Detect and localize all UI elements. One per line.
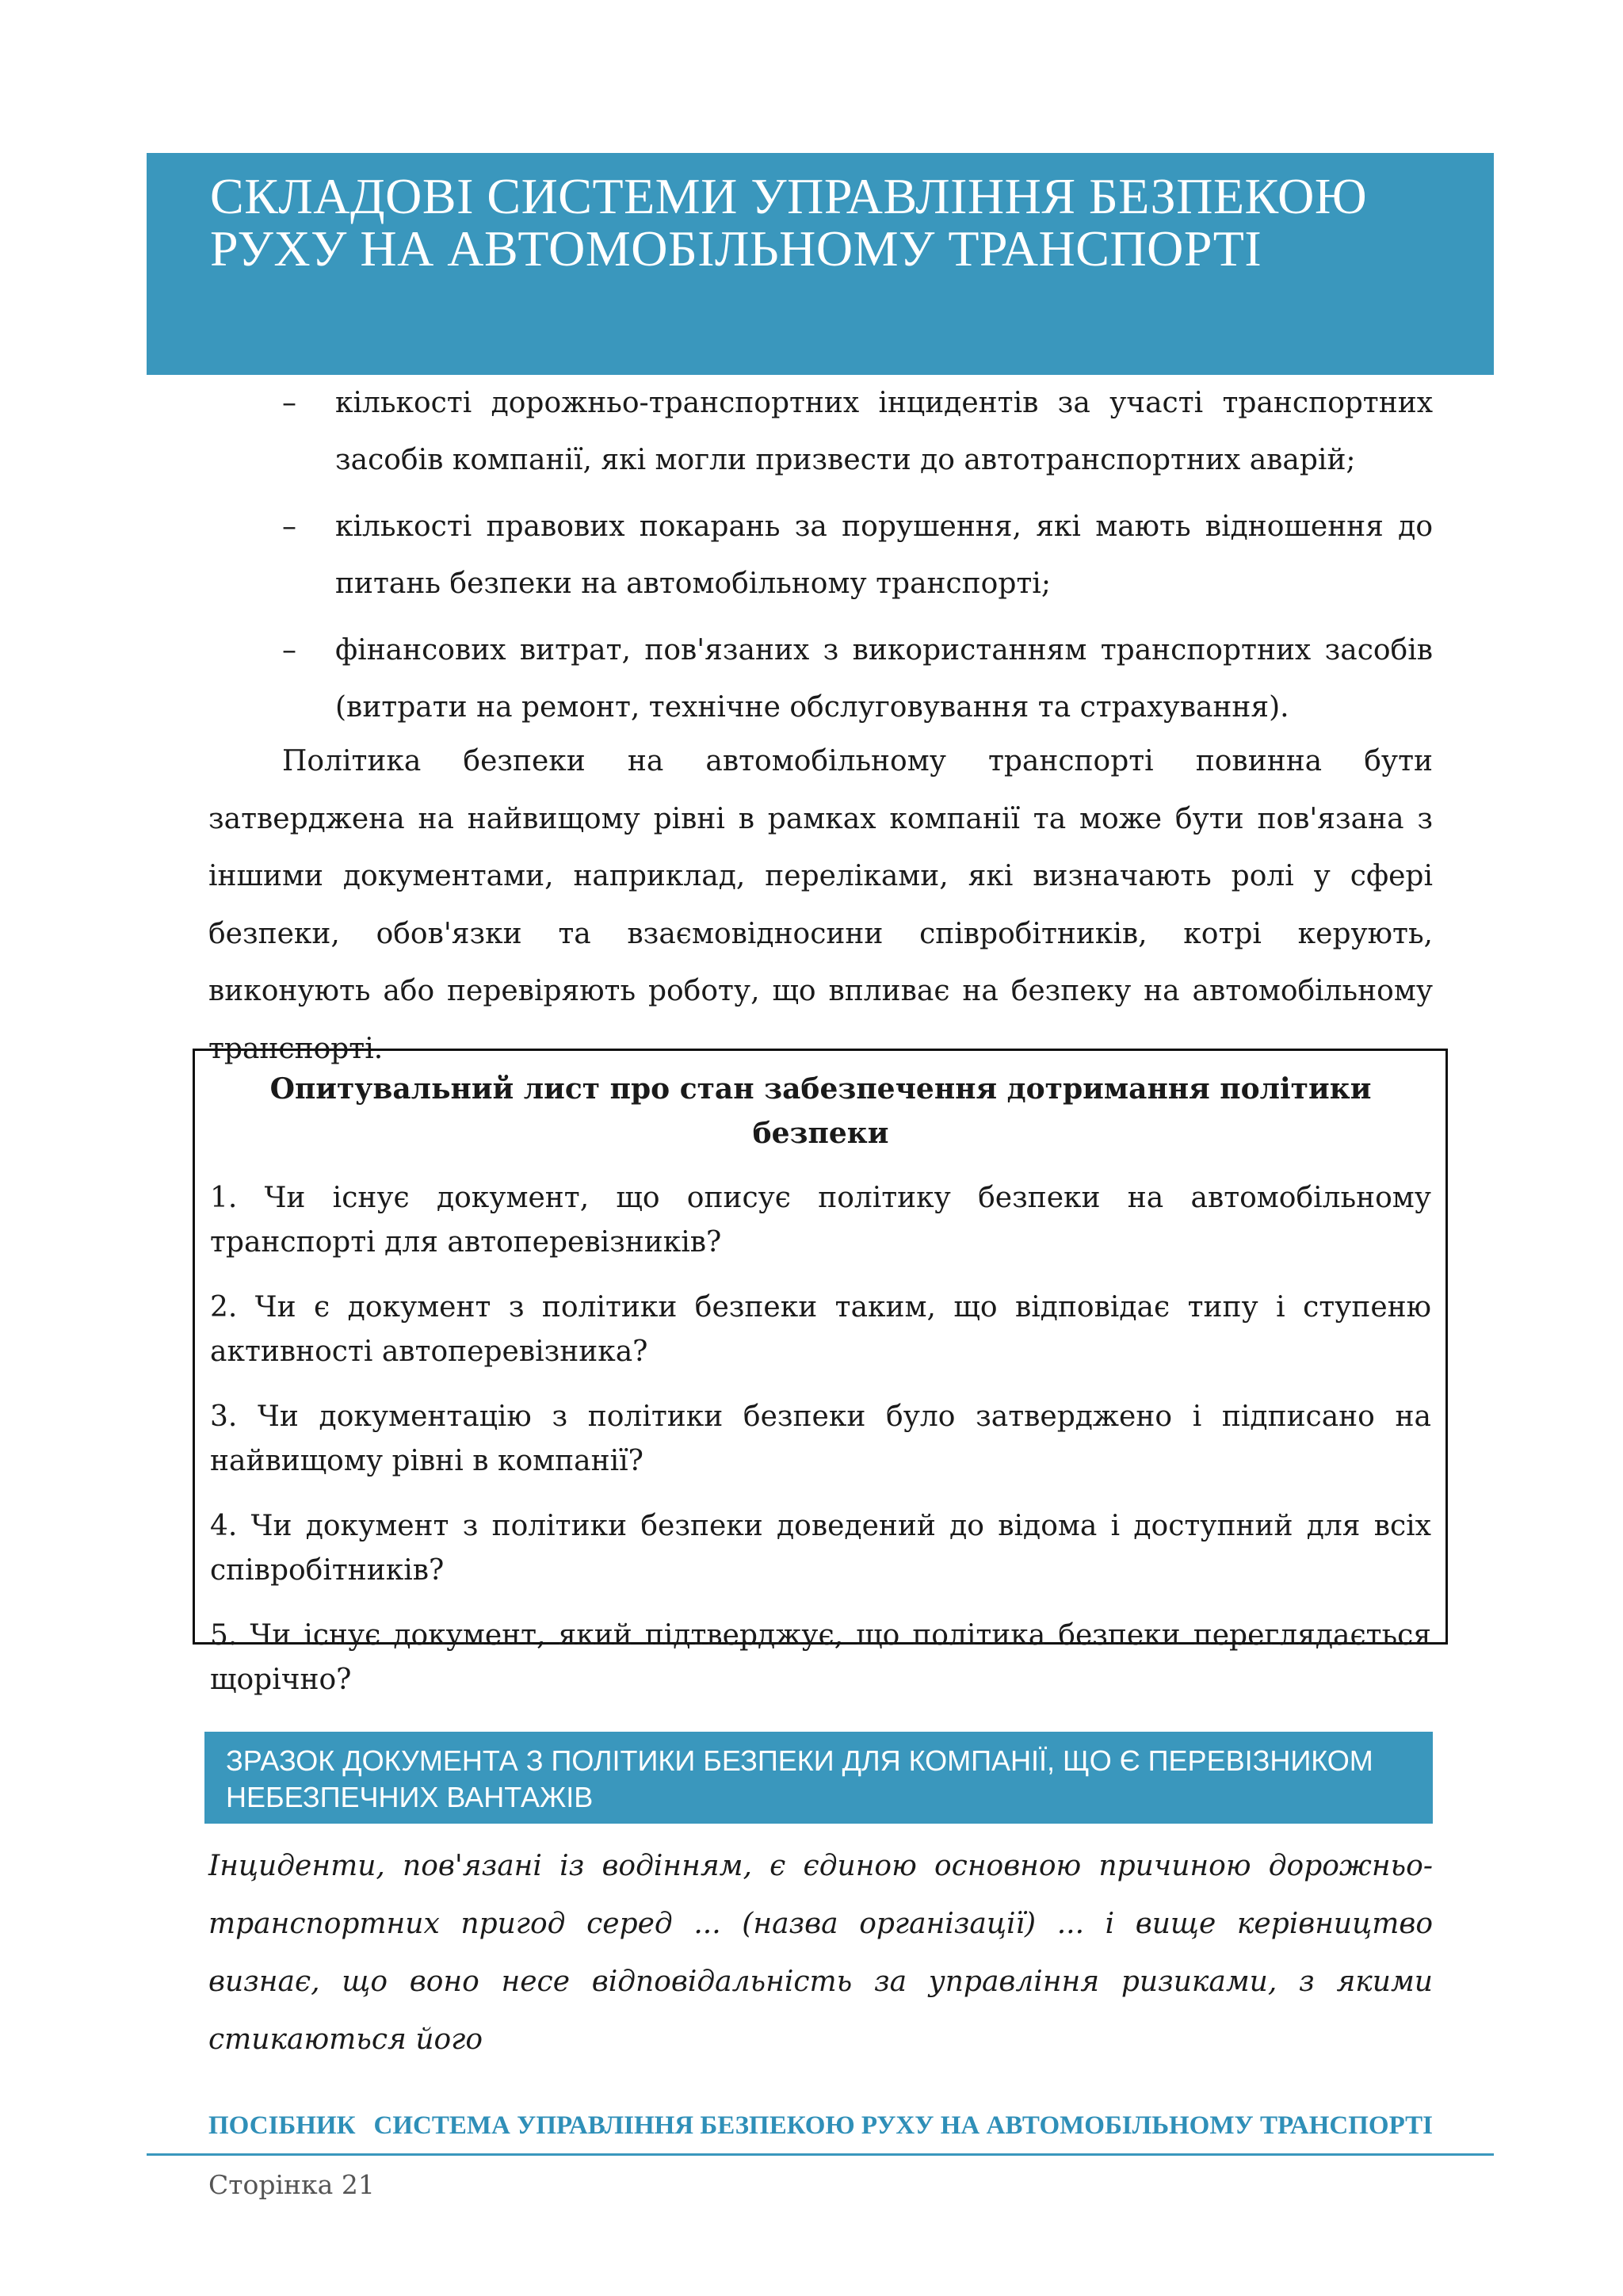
question-item: 5. Чи існує документ, який підтверджує, що політика безпеки переглядається щорічно? xyxy=(210,1619,1431,1696)
list-item-text: кількості дорожньо-транспортних інцидентів за участі транспортних засобів компанії, які могли призвести до автотранспортних аварій; xyxy=(335,387,1433,476)
body-paragraph: Політика безпеки на автомобільному транспорті повинна бути затверджена на найвищому рівні в рамках компанії та може бути пов'язана з іншими документами, наприклад, переліками, які визначають ролі у сфері безпеки, обов'язки та взаємовідносини співробітників, котрі керують, виконують або перевіряють роботу, що впливає на безпеку на автомобільному транспорті. xyxy=(208,745,1433,1065)
list-item-text: кількості правових покарань за порушення, які мають відношення до питань безпеки на автомобільному транспорті; xyxy=(335,510,1433,600)
questionnaire-title: Опитувальний лист про стан забезпечення дотримання політики безпеки xyxy=(269,1072,1372,1150)
footer-left-label: ПОСІБНИК xyxy=(208,2111,356,2140)
list-item-text: фінансових витрат, пов'язаних з використанням транспортних засобів (витрати на ремонт, технічне обслуговування та страхування). xyxy=(335,634,1433,724)
page-footer xyxy=(208,2111,1433,2159)
list-item xyxy=(208,622,1433,736)
list-item xyxy=(208,499,1433,613)
page-number: Сторінка 21 xyxy=(208,2169,375,2200)
chapter-title: СКЛАДОВІ СИСТЕМИ УПРАВЛІННЯ БЕЗПЕКОЮ РУХУ НА АВТОМОБІЛЬНОМУ ТРАНСПОРТІ xyxy=(210,168,1368,277)
italic-paragraph: Інциденти, пов'язані із водінням, є єдиною основною причиною дорожньо-транспортних пригод серед ... (назва організації) ... і вище керівництво визнає, що воно несе відповідальність за управління ризиками, з якими стикаються його xyxy=(208,1850,1433,2056)
section-title: ЗРАЗОК ДОКУМЕНТА З ПОЛІТИКИ БЕЗПЕКИ ДЛЯ КОМПАНІЇ, ЩО Є ПЕРЕВІЗНИКОМ НЕБЕЗПЕЧНИХ ВАНТАЖІВ xyxy=(226,1744,1373,1813)
questionnaire-list xyxy=(210,1176,1431,1702)
chapter-header-banner xyxy=(147,153,1494,375)
question-item: 3. Чи документацію з політики безпеки було затверджено і підписано на найвищому рівні в компанії? xyxy=(210,1400,1431,1477)
footer-right-label: СИСТЕМА УПРАВЛІННЯ БЕЗПЕКОЮ РУХУ НА АВТОМОБІЛЬНОМУ ТРАНСПОРТІ xyxy=(373,2111,1433,2140)
list-item xyxy=(208,375,1433,489)
footer-divider xyxy=(147,2153,1494,2156)
section-header-banner xyxy=(204,1732,1433,1824)
dash-marker: – xyxy=(282,634,296,667)
question-item: 2. Чи є документ з політики безпеки таким, що відповідає типу і ступеню активності автоперевізника? xyxy=(210,1291,1431,1368)
question-item: 4. Чи документ з політики безпеки доведений до відома і доступний для всіх співробітників? xyxy=(210,1510,1431,1587)
dash-marker: – xyxy=(282,387,296,419)
question-item: 1. Чи існує документ, що описує політику безпеки на автомобільному транспорті для автоперевізників? xyxy=(210,1182,1431,1259)
bullet-list xyxy=(208,375,1433,746)
dash-marker: – xyxy=(282,510,296,543)
questionnaire-box xyxy=(193,1049,1448,1696)
